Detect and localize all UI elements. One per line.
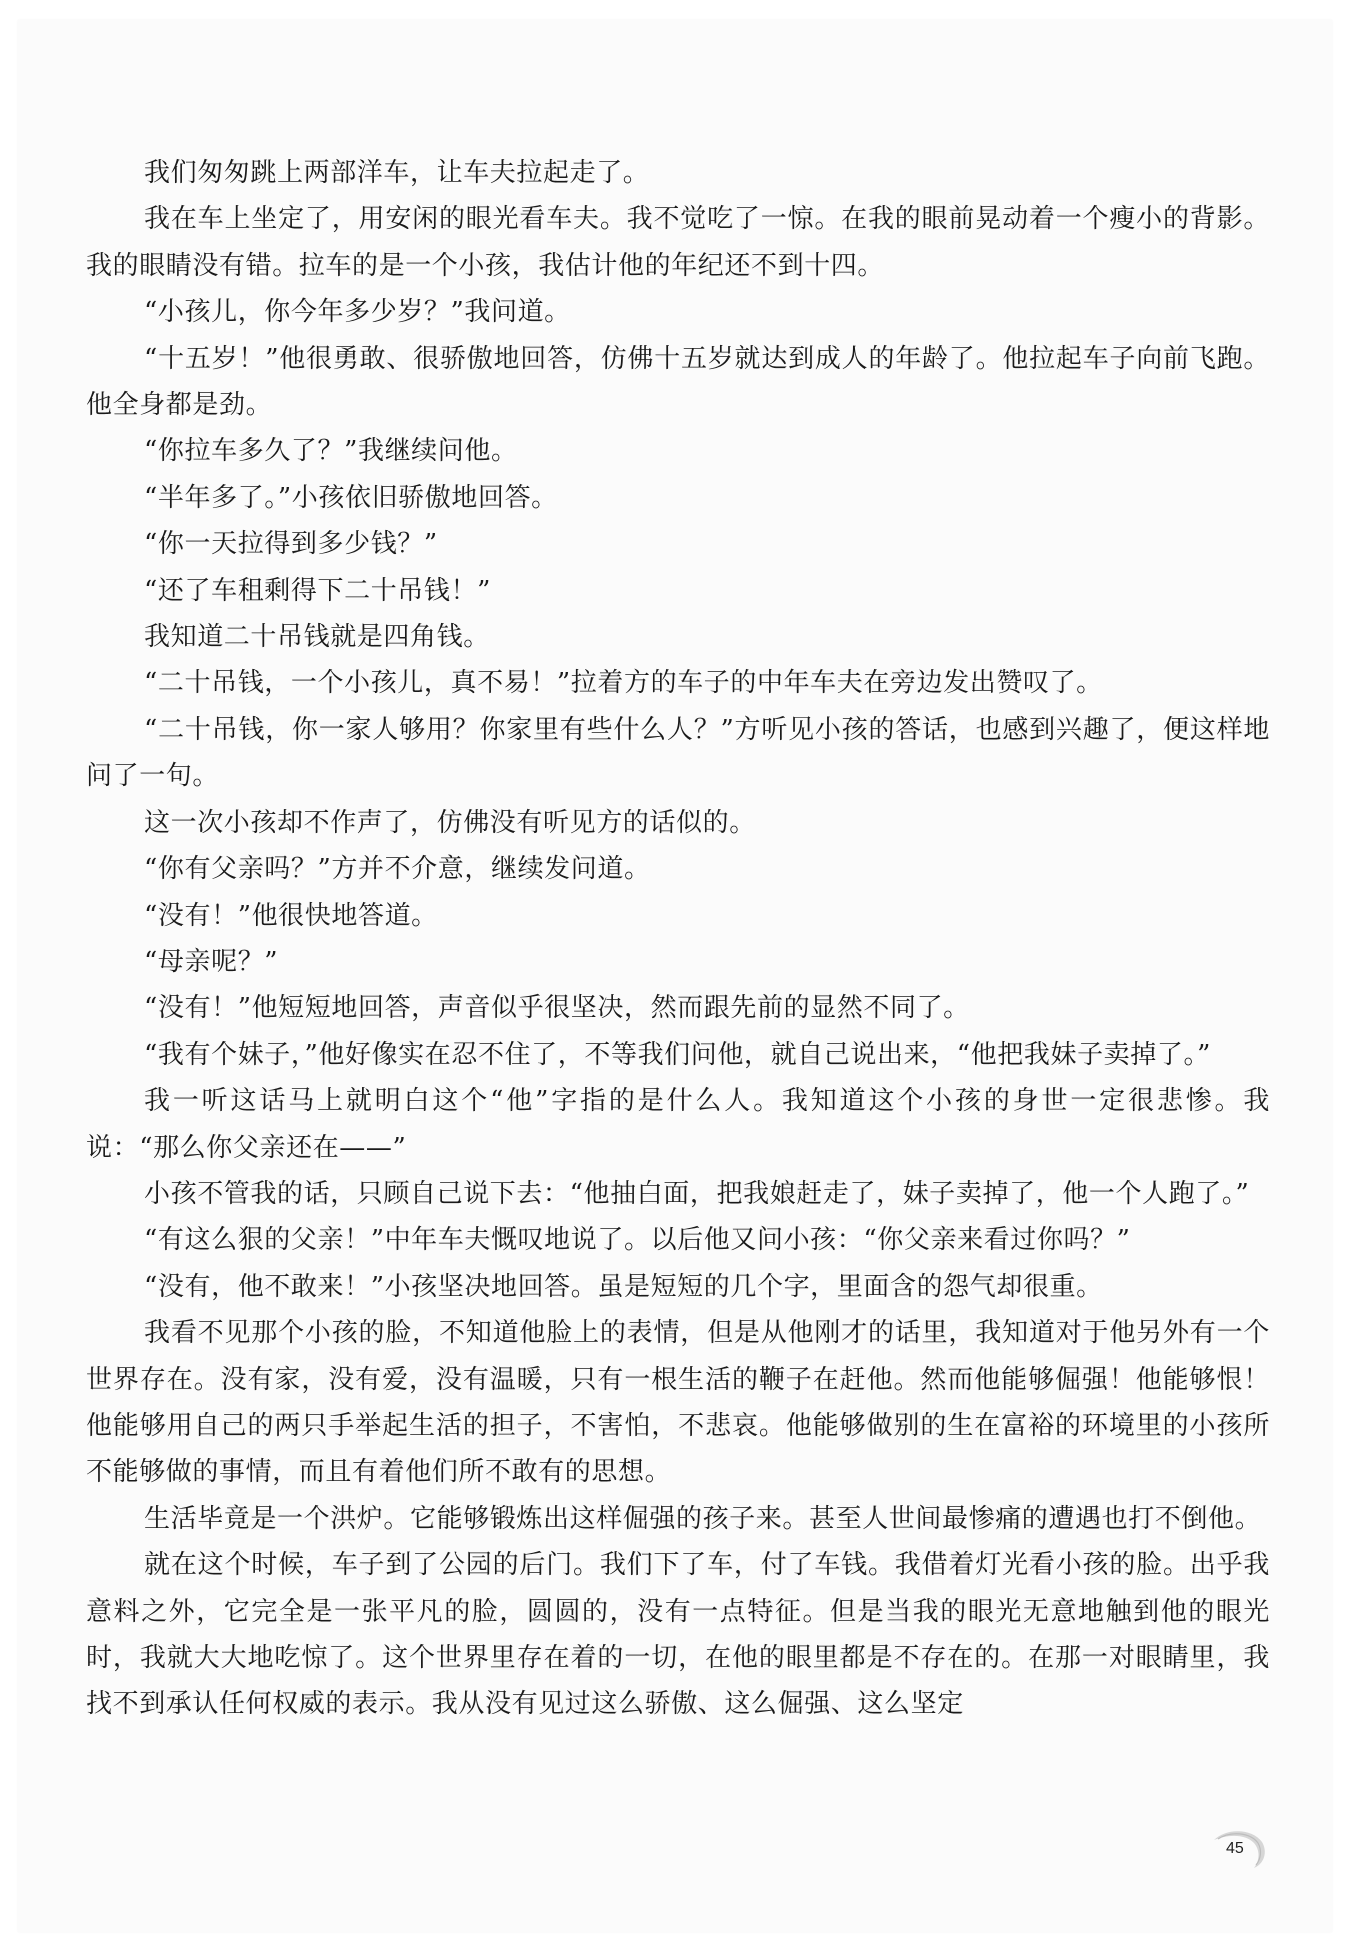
page-number-badge [1208,1826,1272,1870]
paragraph: “没有，他不敢来！”小孩坚决地回答。虽是短短的几个字，里面含的怨气却很重。 [144,1271,1103,1302]
paragraph: 我们匆匆跳上两部洋车，让车夫拉起走了。 [144,158,650,188]
page-number: 45 [1226,1840,1244,1857]
paragraph: “你一天拉得到多少钱？” [144,529,438,560]
paragraph: 我知道二十吊钱就是四角钱。 [144,622,490,653]
paragraph: 我一听这话马上就明白这个“他”字指的是什么人。我知道这个小孩的身世一定很悲惨。我说：“那么你父亲还在——” [86,1086,1270,1163]
paragraph: “母亲呢？” [144,946,279,977]
paragraph: “你拉车多久了？”我继续问他。 [144,436,518,467]
paragraph: “十五岁！”他很勇敢、很骄傲地回答，仿佛十五岁就达到成人的年龄了。他拉起车子向前飞跑。他全身都是劲。 [86,343,1270,421]
paragraph: “半年多了。”小孩依旧骄傲地回答。 [144,482,558,513]
paragraph: 我在车上坐定了，用安闲的眼光看车夫。我不觉吃了一惊。在我的眼前晃动着一个瘦小的背影。我的眼睛没有错。拉车的是一个小孩，我估计他的年纪还不到十四。 [86,204,1270,281]
paragraph: “没有！”他短短地回答，声音似乎很坚决，然而跟先前的显然不同了。 [144,993,970,1024]
paragraph: “你有父亲吗？”方并不介意，继续发问道。 [144,854,651,885]
paragraph: “有这么狠的父亲！”中年车夫慨叹地说了。以后他又问小孩：“你父亲来看过你吗？” [144,1225,1131,1256]
paragraph: 就在这个时候，车子到了公园的后门。我们下了车，付了车钱。我借着灯光看小孩的脸。出乎我意料之外，它完全是一张平凡的脸，圆圆的，没有一点特征。但是当我的眼光无意地触到他的眼光时，我就大大地吃惊了。这个世界里存在着的一切，在他的眼里都是不存在的。在那一对眼睛里，我找不到承认任何权威的表示。我从没有见过这么骄傲、这么倔强、这么坚定 [86,1550,1270,1720]
paragraph: 这一次小孩却不作声了，仿佛没有听见方的话似的。 [144,807,756,838]
paragraph: 小孩不管我的话，只顾自己说下去：“他抽白面，把我娘赶走了，妹子卖掉了，他一个人跑了。” [144,1178,1250,1209]
paragraph: 我看不见那个小孩的脸，不知道他脸上的表情，但是从他刚才的话里，我知道对于他另外有一个世界存在。没有家，没有爱，没有温暖，只有一根生活的鞭子在赶他。然而他能够倔强！他能够恨！他能够用自己的两只手举起生活的担子，不害怕，不悲哀。他能够做别的生在富裕的环境里的小孩所不能够做的事情，而且有着他们所不敢有的思想。 [86,1318,1270,1488]
paragraph: “二十吊钱，你一家人够用？你家里有些什么人？”方听见小孩的答话，也感到兴趣了，便这样地问了一句。 [86,714,1270,792]
paragraph: “还了车租剩得下二十吊钱！” [144,575,491,606]
paragraph: 生活毕竟是一个洪炉。它能够锻炼出这样倔强的孩子来。甚至人世间最惨痛的遭遇也打不倒他。 [144,1503,1262,1534]
body-text [86,150,1270,1728]
paragraph: “小孩儿，你今年多少岁？”我问道。 [144,297,571,328]
paragraph: “没有！”他很快地答道。 [144,900,438,931]
paragraph: “我有个妹子，”他好像实在忍不住了，不等我们问他，就自己说出来，“他把我妹子卖掉了。” [144,1039,1211,1070]
paragraph: “二十吊钱，一个小孩儿，真不易！”拉着方的车子的中年车夫在旁边发出赞叹了。 [144,668,1103,699]
